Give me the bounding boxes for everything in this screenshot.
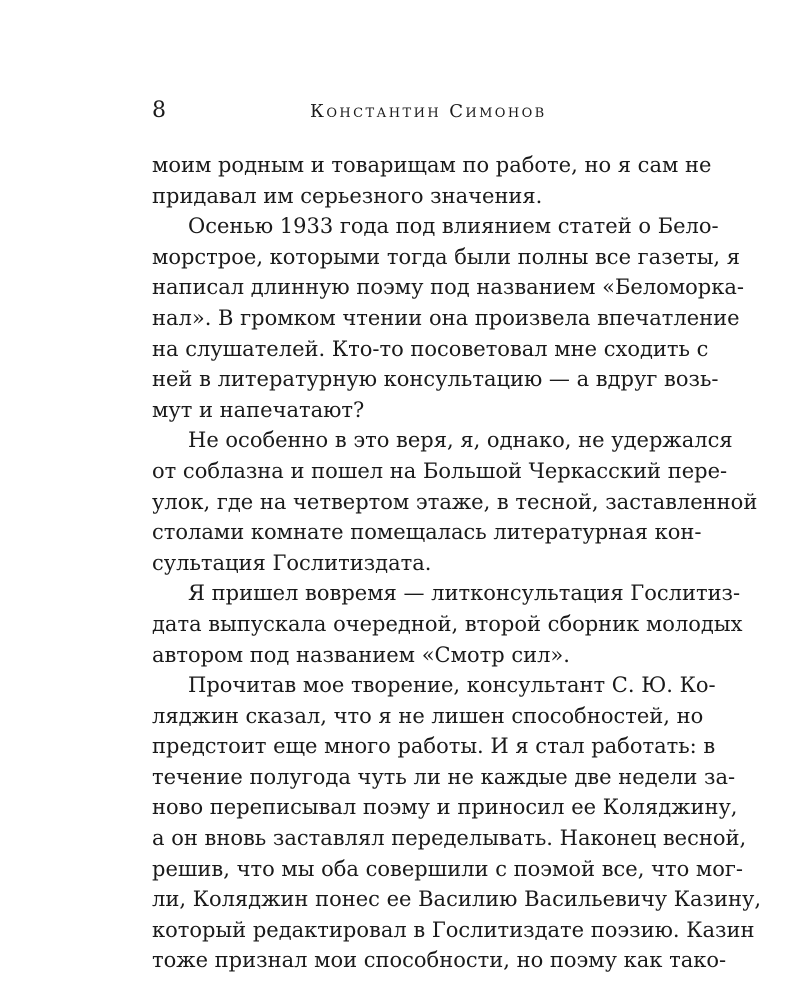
text-line: течение полугода чуть ли не каждые две недели за- — [152, 764, 736, 789]
text-line: ляджин сказал, что я не лишен способностей, но — [152, 703, 704, 728]
text-line: улок, где на четвертом этаже, в тесной, заставленной — [152, 489, 758, 514]
text-line: предстоит еще много работы. И я стал работать: в — [152, 734, 716, 759]
text-line: написал длинную поэму под названием «Беломорка- — [152, 275, 744, 300]
paragraph — [152, 211, 744, 425]
paragraph — [152, 578, 743, 670]
text-line: столами комнате помещалась литературная кон- — [152, 520, 702, 545]
text-line: морстрое, которыми тогда были полны все газеты, я — [152, 244, 740, 269]
text-line: ней в литературную консультацию — а вдруг возь- — [152, 367, 719, 392]
text-line: Прочитав мое творение, консультант С. Ю. Ко- — [188, 673, 716, 698]
text-line: который редактировал в Гослитиздате поэзию. Казин — [152, 917, 755, 942]
text-line: Не особенно в это веря, я, однако, не удержался — [188, 428, 733, 453]
text-line: мут и напечатают? — [152, 397, 365, 422]
text-line: решив, что мы оба совершили с поэмой все, что мог- — [152, 856, 743, 881]
paragraph — [152, 150, 712, 211]
text-line: сультация Гослитиздата. — [152, 550, 432, 575]
text-line: автором под названием «Смотр сил». — [152, 642, 570, 667]
body-text — [152, 150, 762, 976]
paragraph — [152, 425, 758, 578]
text-line: Я пришел вовремя — литконсультация Гослитиз- — [188, 581, 741, 606]
text-line: дата выпускала очередной, второй сборник молодых — [152, 611, 743, 636]
text-line: нал». В громком чтении она произвела впечатление — [152, 305, 740, 330]
text-line: Осенью 1933 года под влиянием статей о Бело- — [188, 214, 719, 239]
page-number: 8 — [152, 98, 166, 123]
text-line: ли, Коляджин понес ее Василию Васильевичу Казину, — [152, 887, 762, 912]
text-line: ново переписывал поэму и приносил ее Коляджину, — [152, 795, 738, 820]
text-line: тоже признал мои способности, но поэму как тако- — [152, 948, 727, 973]
text-line: на слушателей. Кто-то посоветовал мне сходить с — [152, 336, 709, 361]
text-line: моим родным и товарищам по работе, но я сам не — [152, 153, 712, 177]
running-title: Константин Симонов — [310, 101, 547, 122]
text-line: а он вновь заставлял переделывать. Наконец весной, — [152, 826, 747, 851]
text-line: от соблазна и пошел на Большой Черкасский пере- — [152, 458, 728, 483]
paragraph — [152, 670, 762, 976]
text-line: придавал им серьезного значения. — [152, 183, 543, 208]
